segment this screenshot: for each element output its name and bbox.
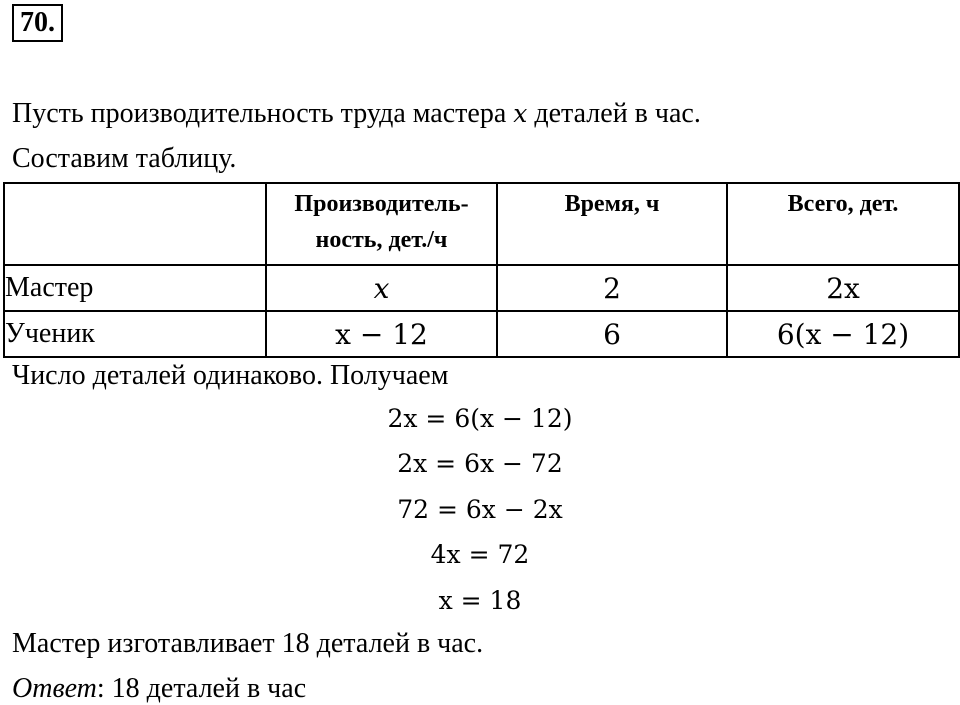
problem-number: 70.	[12, 4, 63, 42]
equation-line: 2x = 6(x − 12)	[387, 404, 573, 433]
equation-line: x = 18	[438, 586, 522, 615]
header-rate-line2: ность, дет./ч	[315, 227, 448, 253]
row-label: Ученик	[4, 311, 266, 357]
equation-line: 72 = 6x − 2x	[397, 495, 563, 524]
equation-line: 2x = 6x − 72	[397, 449, 563, 478]
table-row	[4, 311, 959, 357]
table-row	[4, 265, 959, 311]
conclusion-line: Мастер изготавливает 18 деталей в час.	[12, 628, 484, 659]
row-rate: x − 12	[266, 311, 497, 357]
row-time: 6	[497, 311, 727, 357]
equation-line: 4x = 72	[430, 540, 530, 569]
row-rate	[266, 265, 497, 311]
row-total: 2x	[727, 265, 959, 311]
intro-text-before: Пусть производительность труда мастера	[12, 98, 514, 129]
header-time: Время, ч	[497, 183, 727, 265]
intro-var: x	[513, 99, 528, 128]
answer-label: Ответ	[12, 673, 97, 704]
table-header-row	[4, 183, 959, 265]
intro-line	[12, 98, 701, 130]
make-table-line: Составим таблицу.	[12, 143, 237, 174]
header-rate-line1: Производитель-	[294, 191, 469, 217]
row-time: 2	[497, 265, 727, 311]
answer-line	[12, 673, 306, 705]
header-total: Всего, дет.	[727, 183, 959, 265]
row-rate-value: x	[373, 271, 390, 305]
header-rate	[266, 183, 497, 265]
intro-text-after: деталей в час.	[527, 98, 701, 129]
equal-text-line: Число деталей одинаково. Получаем	[12, 360, 449, 391]
header-empty	[4, 183, 266, 265]
answer-text: : 18 деталей в час	[96, 673, 307, 704]
row-label: Мастер	[4, 265, 266, 311]
row-total: 6(x − 12)	[727, 311, 959, 357]
data-table	[3, 182, 960, 358]
